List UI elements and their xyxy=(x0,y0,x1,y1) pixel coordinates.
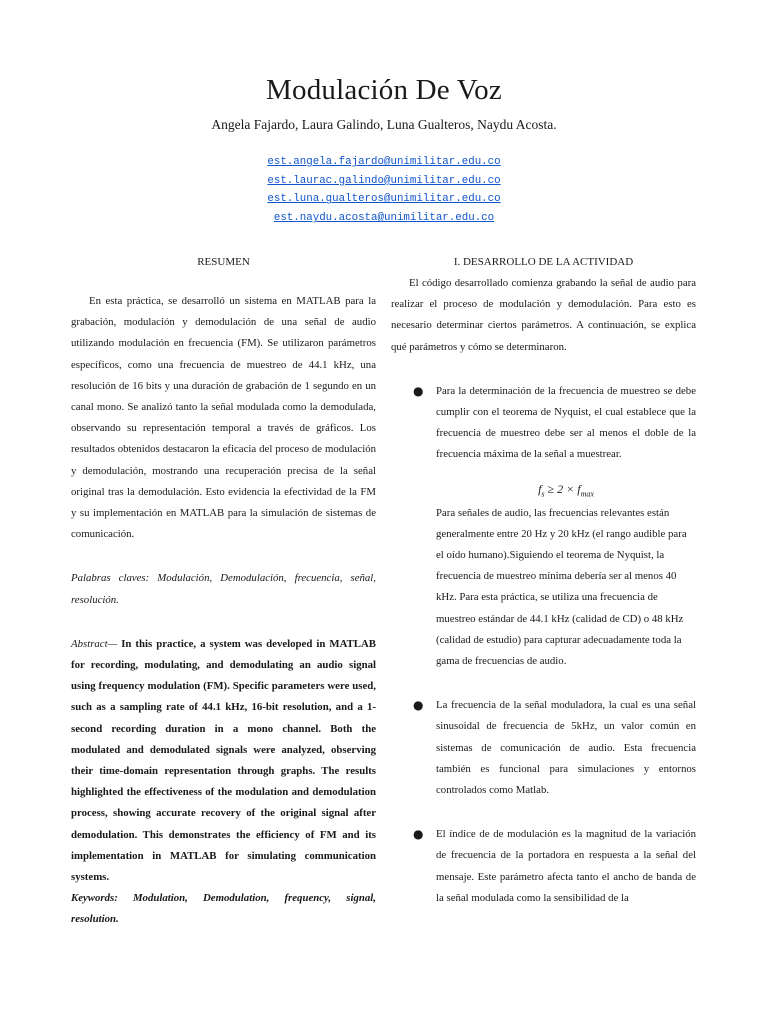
email-link-naydu[interactable]: est.naydu.acosta@unimilitar.edu.co xyxy=(273,212,495,225)
list-item xyxy=(391,695,696,801)
bullet-icon: ● xyxy=(413,827,424,842)
keywords-paragraph: Keywords: Modulation, Demodulation, frequency, signal, resolution. xyxy=(71,892,376,926)
resumen-heading: RESUMEN xyxy=(197,256,250,268)
abstract-paragraph xyxy=(71,634,376,888)
palabras-claves: Palabras claves: Modulación, Demodulación, frecuencia, señal, resolución. xyxy=(71,572,376,606)
abstract-text: In this practice, a system was developed in MATLAB for recording, modulating, and demodulating an audio signal using frequency modulation (FM). Specific parameters were used, such as a sampling rate of 44.1 kHz, 16-bit resolution, and a 1-second recording duration in a mono channel. Both the modulated and demodulated signals were analyzed, observing their time-domain representation through graphs. The results highlighted the effectiveness of the modulation and demodulation process, showing accurate recovery of the original signal after demodulation. This demonstrates the efficiency of FM and its implementation in MATLAB for simulating communication systems. xyxy=(71,637,376,884)
section-heading: I. DESARROLLO DE LA ACTIVIDAD xyxy=(453,256,634,268)
intro-paragraph: El código desarrollado comienza grabando la señal de audio para realizar el proceso de modulación y demodulación. Para esto es necesario determinar ciertos parámetros. A continuación, se explica qué parámetros y cómo se determinaron. xyxy=(391,277,696,353)
list-item xyxy=(391,381,696,466)
parameter-list-3 xyxy=(391,824,696,909)
email-link-angela[interactable]: est.angela.fajardo@unimilitar.edu.co xyxy=(267,156,501,168)
formula-fmax: f xyxy=(577,481,581,496)
bullet-icon: ● xyxy=(413,698,424,713)
list-item xyxy=(391,824,696,909)
formula-sub-max: max xyxy=(580,489,594,499)
bullet-text-index: El índice de de modulación es la magnitud de la variación de frecuencia de la portadora en respuesta a la señal del mensaje. Este parámetro afecta tanto el ancho de banda de la señal modulada como la sensibilidad de la xyxy=(436,828,696,904)
email-list xyxy=(0,153,768,228)
right-column xyxy=(391,252,696,909)
email-link-laura[interactable]: est.laurac.galindo@unimilitar.edu.co xyxy=(267,174,501,187)
bullet-text-sampling: Para la determinación de la frecuencia de muestreo se debe cumplir con el teorema de Nyquist, el cual establece que la frecuencia de muestreo debe ser al menos el doble de la frecuencia máxima de la señal a muestrear. xyxy=(436,384,696,461)
author-list: Angela Fajardo, Laura Galindo, Luna Gualteros, Naydu Acosta. xyxy=(211,117,557,132)
resumen-paragraph: En esta práctica, se desarrolló un sistema en MATLAB para la grabación, modulación y demodulación de una señal de audio utilizando modulación en frecuencia (FM). Se utilizaron parámetros específicos, como una frecuencia de muestreo de 44.1 kHz, una resolución de 16 bits y una duración de grabación de 1 segundo en un canal mono. Se analizó tanto la señal modulada como la demodulada, observando su representación temporal a través de gráficos. Los resultados obtenidos destacaron la eficacia del proceso de modulación y demodulación, mostrando una recuperación precisa de la señal original tras la demodulación. Esto evidencia la efectividad de la FM y su implementación en MATLAB para la simulación de sistemas de comunicación. xyxy=(71,295,376,541)
nyquist-formula xyxy=(391,479,696,499)
bullet-icon: ● xyxy=(413,383,424,398)
parameter-list-2 xyxy=(391,695,696,801)
formula-operator: ≥ 2 × xyxy=(544,481,578,496)
abstract-label: Abstract— xyxy=(71,637,118,650)
formula-sub-s: s xyxy=(541,489,545,499)
parameter-list xyxy=(391,381,696,466)
formula-fs: f xyxy=(538,481,542,496)
email-link-luna[interactable]: est.luna.gualteros@unimilitar.edu.co xyxy=(267,193,501,206)
bullet-text-modulating: La frecuencia de la señal moduladora, la cual es una señal sinusoidal de frecuencia de 5kHz, un valor común en sistemas de comunicación de audio. Esta frecuencia también es funcional para simulaciones y entornos controlados como Matlab. xyxy=(436,699,696,797)
left-column xyxy=(71,252,376,931)
paper-title: Modulación De Voz xyxy=(266,74,502,106)
sampling-continuation: Para señales de audio, las frecuencias relevantes están generalmente entre 20 Hz y 20 kHz (el rango audible para el oído humano).Siguiendo el teorema de Nyquist, la frecuencia de muestreo mínima debería ser al menos 40 kHz. Para esta práctica, se utiliza una frecuencia de muestreo estándar de 44.1 kHz (calidad de CD) o 48 kHz (calidad de estudio) para capturar adecuadamente toda la gama de frecuencias de audio. xyxy=(436,506,687,668)
